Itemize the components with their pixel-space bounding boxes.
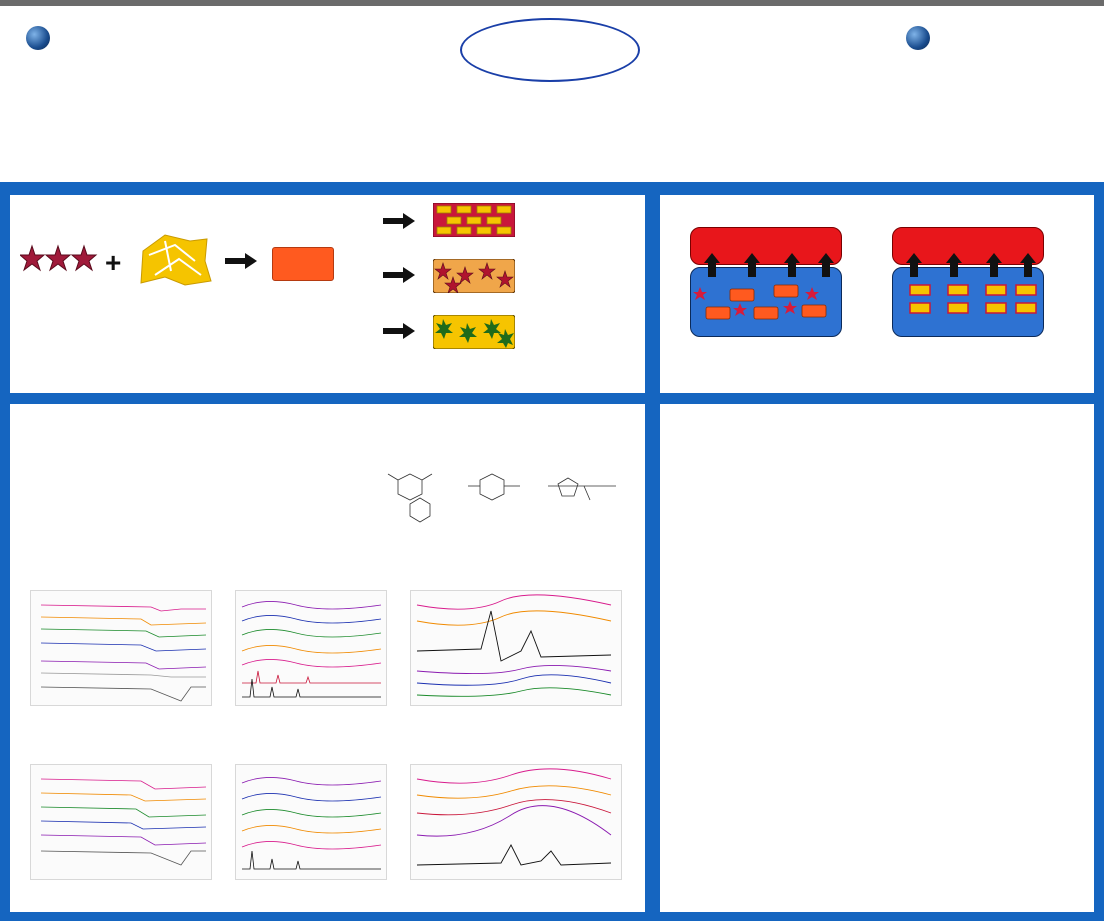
pxrd-plot-hpc <box>235 590 387 706</box>
storage-decrease-diagram <box>892 247 1042 335</box>
ftir-plot-pvp <box>410 764 622 880</box>
dsc-plot-pvp <box>30 764 212 880</box>
dissolution-instability-panel <box>660 195 1094 393</box>
arrow-right-icon <box>383 267 417 283</box>
poster-header <box>0 6 1104 180</box>
partitioning-panel <box>660 404 1094 912</box>
arrow-right-icon <box>383 323 417 339</box>
uri-pharmacy-logo <box>22 26 202 56</box>
arrow-right-icon <box>383 213 417 229</box>
storage-instability-panel <box>10 195 645 393</box>
characterization-panel <box>10 404 645 912</box>
crystalline-drug-icon <box>20 243 100 279</box>
nisso-logo <box>460 18 640 82</box>
phase-separation-icon <box>433 203 515 237</box>
recrystallization-icon <box>433 259 515 293</box>
uri-engineering-logo <box>902 26 1082 56</box>
precipitation-diagram <box>690 247 840 335</box>
ftir-plot-hpc <box>410 590 622 706</box>
globe-icon <box>906 26 930 50</box>
pxrd-plot-pvp <box>235 764 387 880</box>
globe-icon <box>26 26 50 50</box>
structures-drawing <box>380 464 635 524</box>
arrow-right-icon <box>225 253 259 269</box>
plus-icon: + <box>105 247 122 278</box>
polymer-icon <box>135 231 215 289</box>
partitioning-grid-charts <box>664 678 1090 868</box>
chemical-degradation-icon <box>433 315 515 349</box>
dissolution-partitioning-charts <box>664 520 1090 646</box>
asd-block-icon <box>272 247 334 281</box>
chemical-structures <box>380 454 635 524</box>
dsc-plot-hpc <box>30 590 212 706</box>
